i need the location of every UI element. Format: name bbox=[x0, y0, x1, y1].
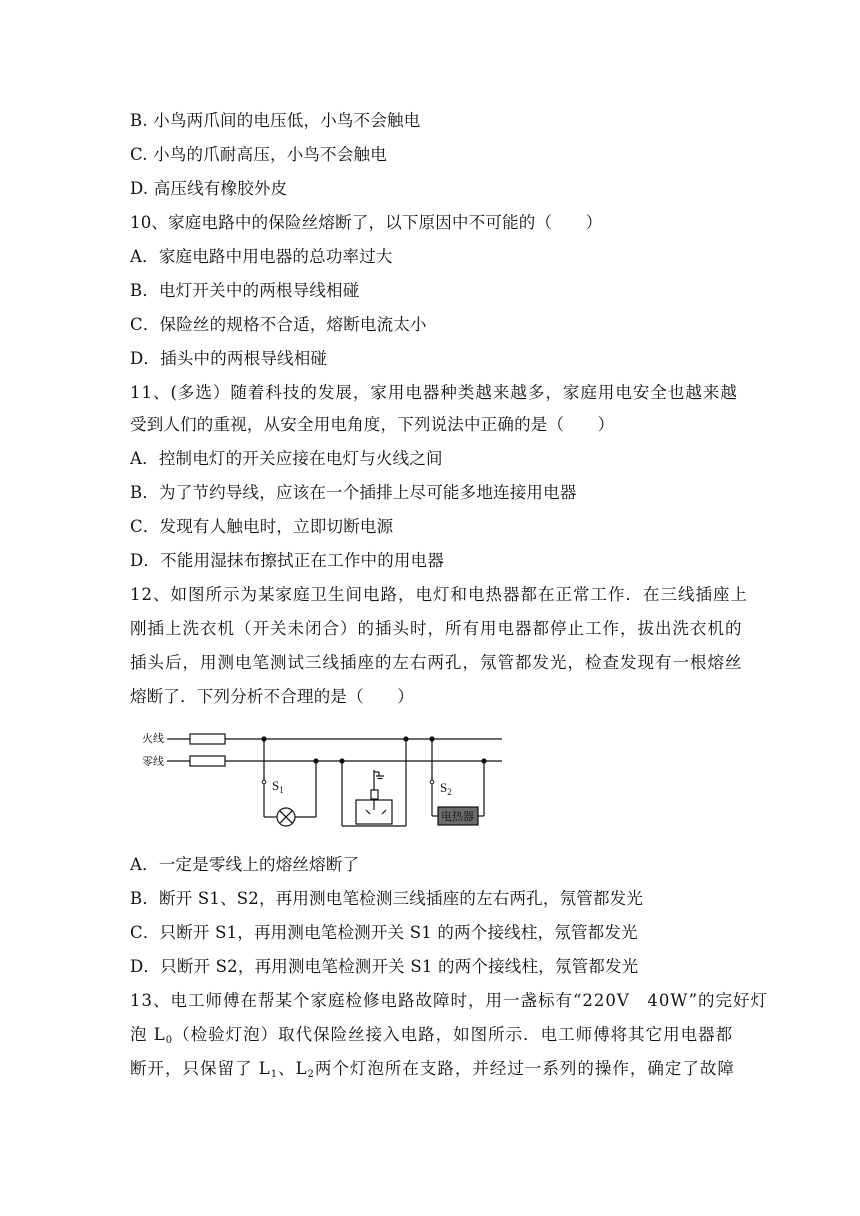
q12-option-c: C．只断开 S1，再用测电笔检测开关 S1 的两个接线柱，氖管都发光 bbox=[130, 923, 638, 942]
q10-option-b: B．电灯开关中的两根导线相碰 bbox=[130, 281, 360, 300]
neutral-wire-label: 零线 bbox=[142, 755, 164, 768]
q12-option-a: A．一定是零线上的熔丝熔断了 bbox=[130, 855, 360, 874]
q9-option-b: B. 小鸟两爪间的电压低，小鸟不会触电 bbox=[130, 111, 421, 130]
heater-icon bbox=[438, 807, 478, 825]
q10-option-d: D．插头中的两根导线相碰 bbox=[130, 349, 328, 368]
q11-stem-line-1: 11、(多选）随着科技的发展，家用电器种类越来越多，家庭用电安全也越来越 bbox=[130, 383, 738, 402]
q9-option-d: D. 高压线有橡胶外皮 bbox=[130, 179, 288, 198]
neutral-wire bbox=[167, 756, 502, 766]
q11-option-d: D．不能用湿抹布擦拭正在工作中的用电器 bbox=[130, 551, 445, 570]
q13-line-1: 13、电工师傅在帮某个家庭检修电路故障时，用一盏标有“220V 40W”的完好灯 bbox=[130, 991, 769, 1010]
q10-option-a: A．家庭电路中用电器的总功率过大 bbox=[130, 247, 393, 266]
q11-stem-line-2: 受到人们的重视，从安全用电角度，下列说法中正确的是（ ） bbox=[130, 415, 615, 434]
heater-branch bbox=[429, 736, 486, 825]
q11-option-a: A．控制电灯的开关应接在电灯与火线之间 bbox=[130, 449, 443, 468]
socket-face-icon bbox=[366, 806, 386, 814]
q11-option-b: B．为了节约导线，应该在一个插排上尽可能多地连接用电器 bbox=[130, 483, 577, 502]
q10-option-c: C．保险丝的规格不合适，熔断电流太小 bbox=[130, 315, 427, 334]
q12-stem-line-4: 熔断了．下列分析不合理的是（ ） bbox=[130, 687, 414, 706]
q12-option-d: D．只断开 S2，再用测电笔检测开关 S1 的两个接线柱，氖管都发光 bbox=[130, 957, 639, 976]
live-wire bbox=[167, 734, 502, 744]
q12-stem-line-2: 刚插上洗衣机（开关未闭合）的插头时，所有用电器都停止工作，拔出洗衣机的 bbox=[130, 619, 743, 638]
q11-option-c: C．发现有人触电时，立即切断电源 bbox=[130, 517, 394, 536]
q13-line-2: 泡 $L_0$（检验灯泡）取代保险丝接入电路，如图所示．电工师傅将其它用电器都 bbox=[130, 1025, 734, 1046]
q13-line-3: 断开，只保留了 $L_1$、$L_2$两个灯泡所在支路，并经过一系列的操作，确定了故障 bbox=[130, 1059, 735, 1080]
heater-label: 电热器 bbox=[441, 810, 474, 823]
three-pin-socket bbox=[339, 736, 408, 826]
live-wire-label: 火线 bbox=[142, 732, 164, 745]
q12-stem-line-1: 12、如图所示为某家庭卫生间电路，电灯和电热器都在正常工作．在三线插座上 bbox=[130, 585, 748, 604]
switch-s1-label: $S_1$ bbox=[272, 778, 284, 795]
q12-stem-line-3: 插头后，用测电笔测试三线插座的左右两孔，氖管都发光，检查发现有一根熔丝 bbox=[130, 653, 743, 672]
ground-icon bbox=[374, 770, 384, 790]
switch-s2-label: $S_2$ bbox=[440, 780, 452, 797]
lamp-branch bbox=[261, 736, 318, 826]
q9-option-c: C. 小鸟的爪耐高压，小鸟不会触电 bbox=[130, 145, 387, 164]
lamp-icon bbox=[277, 808, 295, 826]
q12-option-b: B．断开 S1、S2，再用测电笔检测三线插座的左右两孔，氖管都发光 bbox=[130, 889, 644, 908]
circuit-diagram bbox=[130, 718, 510, 840]
q10-stem: 10、家庭电路中的保险丝熔断了，以下原因中不可能的（ ） bbox=[130, 213, 603, 232]
